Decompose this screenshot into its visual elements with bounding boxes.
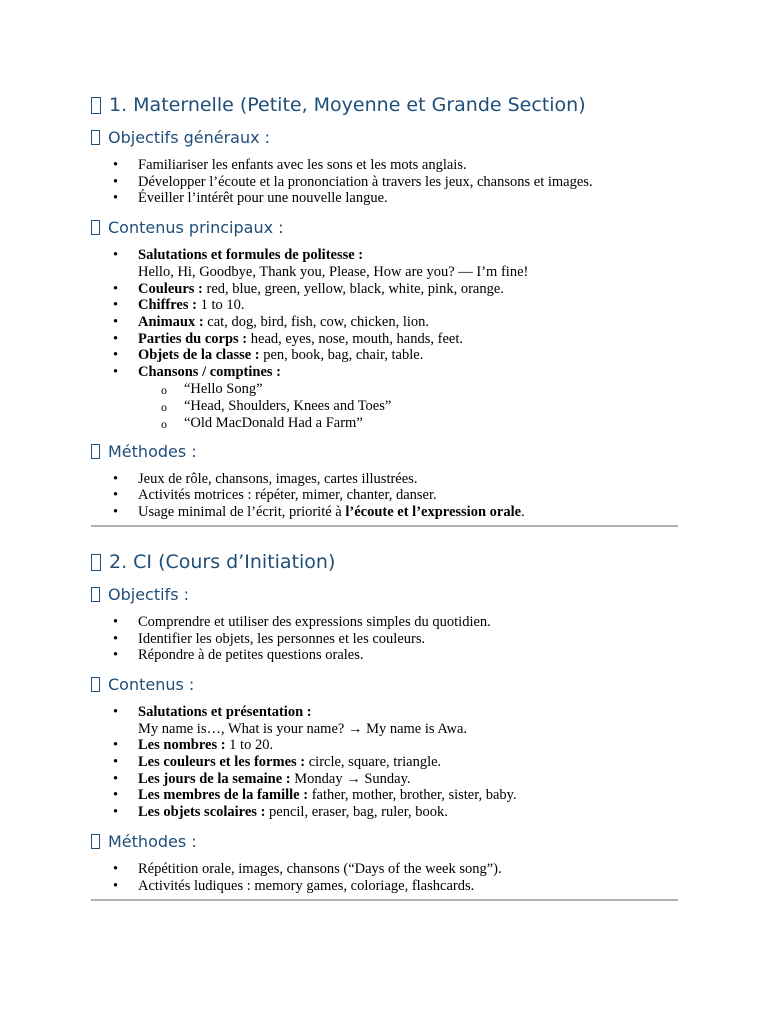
item-label: Les couleurs et les formes : bbox=[138, 754, 306, 771]
list-item: • Répétition orale, images, chansons (“Days of the week song”). bbox=[91, 861, 678, 878]
list-item: • Développer l’écoute et la prononciation à travers les jeux, chansons et images. bbox=[91, 174, 678, 191]
section-2-methodes-list bbox=[91, 861, 678, 894]
song-item: o “Head, Shoulders, Knees and Toes” bbox=[138, 398, 678, 415]
song-item: o “Hello Song” bbox=[138, 381, 678, 398]
missing-glyph-icon bbox=[91, 677, 100, 692]
list-item bbox=[91, 787, 678, 804]
list-item: • Activités motrices : répéter, mimer, chanter, danser. bbox=[91, 487, 678, 504]
section-2-title: 2. CI (Cours d’Initiation) bbox=[91, 549, 678, 575]
list-item bbox=[91, 704, 678, 737]
item-text: pencil, eraser, bag, ruler, book. bbox=[265, 804, 448, 821]
item-text: father, mother, brother, sister, baby. bbox=[308, 787, 517, 804]
section-1-title: 1. Maternelle (Petite, Moyenne et Grande Section) bbox=[91, 92, 678, 118]
list-item: • Familiariser les enfants avec les sons et les mots anglais. bbox=[91, 157, 678, 174]
section-2-contenus-list bbox=[91, 704, 678, 821]
item-label: Salutations et formules de politesse : bbox=[138, 247, 364, 264]
item-text: My name is…, What is your name? → My name is Awa. bbox=[138, 720, 468, 737]
list-item: • Activités ludiques : memory games, coloriage, flashcards. bbox=[91, 878, 678, 895]
list-item bbox=[91, 771, 678, 788]
item-text: Monday → Sunday. bbox=[290, 770, 411, 787]
list-item bbox=[91, 297, 678, 314]
item-label: Objets de la classe : bbox=[138, 347, 260, 364]
list-item bbox=[91, 281, 678, 298]
missing-glyph-icon bbox=[91, 97, 101, 114]
item-text: Hello, Hi, Goodbye, Thank you, Please, How are you? — I’m fine! bbox=[138, 263, 529, 280]
item-label: Parties du corps : bbox=[138, 330, 248, 347]
section-2-objectifs-list bbox=[91, 614, 678, 664]
item-label: Animaux : bbox=[138, 313, 204, 330]
list-item: • Éveiller l’intérêt pour une nouvelle langue. bbox=[91, 190, 678, 207]
list-item: • Identifier les objets, les personnes et les couleurs. bbox=[91, 631, 678, 648]
item-label: Les nombres : bbox=[138, 737, 226, 754]
missing-glyph-icon bbox=[91, 130, 100, 145]
item-label: Les jours de la semaine : bbox=[138, 770, 291, 787]
item-label: Les objets scolaires : bbox=[138, 804, 266, 821]
list-item bbox=[91, 247, 678, 280]
item-label: Chiffres : bbox=[138, 297, 197, 314]
section-1-objectifs-heading: Objectifs généraux : bbox=[91, 127, 678, 149]
list-item bbox=[91, 331, 678, 348]
section-divider bbox=[91, 525, 678, 527]
item-label: Couleurs : bbox=[138, 280, 203, 297]
song-item: o “Old MacDonald Had a Farm” bbox=[138, 415, 678, 432]
item-text: 1 to 10. bbox=[196, 297, 245, 314]
missing-glyph-icon bbox=[91, 554, 101, 571]
list-item: • Jeux de rôle, chansons, images, cartes illustrées. bbox=[91, 471, 678, 488]
missing-glyph-icon bbox=[91, 834, 100, 849]
item-text: 1 to 20. bbox=[225, 737, 274, 754]
list-item bbox=[91, 314, 678, 331]
missing-glyph-icon bbox=[91, 220, 100, 235]
section-1-objectifs-list bbox=[91, 157, 678, 207]
list-item bbox=[91, 347, 678, 364]
section-2-methodes-heading: Méthodes : bbox=[91, 831, 678, 853]
section-2-objectifs-heading: Objectifs : bbox=[91, 584, 678, 606]
section-1-methodes-heading: Méthodes : bbox=[91, 441, 678, 463]
list-item bbox=[91, 364, 678, 432]
missing-glyph-icon bbox=[91, 587, 100, 602]
list-item bbox=[91, 804, 678, 821]
item-label: Chansons / comptines : bbox=[138, 364, 282, 381]
list-item: • Usage minimal de l’écrit, priorité à l’écoute et l’expression orale. bbox=[91, 504, 678, 521]
missing-glyph-icon bbox=[91, 444, 100, 459]
document-content bbox=[91, 92, 678, 901]
section-2-contenus-heading: Contenus : bbox=[91, 674, 678, 696]
item-text: cat, dog, bird, fish, cow, chicken, lion. bbox=[203, 313, 430, 330]
list-item bbox=[91, 754, 678, 771]
list-item: • Comprendre et utiliser des expressions simples du quotidien. bbox=[91, 614, 678, 631]
list-item: • Répondre à de petites questions orales. bbox=[91, 647, 678, 664]
songs-list bbox=[138, 381, 678, 432]
list-item bbox=[91, 737, 678, 754]
item-text: circle, square, triangle. bbox=[305, 754, 442, 771]
item-label: Les membres de la famille : bbox=[138, 787, 309, 804]
item-text: head, eyes, nose, mouth, hands, feet. bbox=[247, 330, 463, 347]
item-text: pen, book, bag, chair, table. bbox=[259, 347, 424, 364]
section-1-contenus-heading: Contenus principaux : bbox=[91, 217, 678, 239]
item-label: Salutations et présentation : bbox=[138, 703, 312, 720]
item-text: red, blue, green, yellow, black, white, pink, orange. bbox=[202, 280, 504, 297]
section-1-contenus-list bbox=[91, 247, 678, 432]
section-1-methodes-list bbox=[91, 471, 678, 521]
section-divider bbox=[91, 899, 678, 901]
